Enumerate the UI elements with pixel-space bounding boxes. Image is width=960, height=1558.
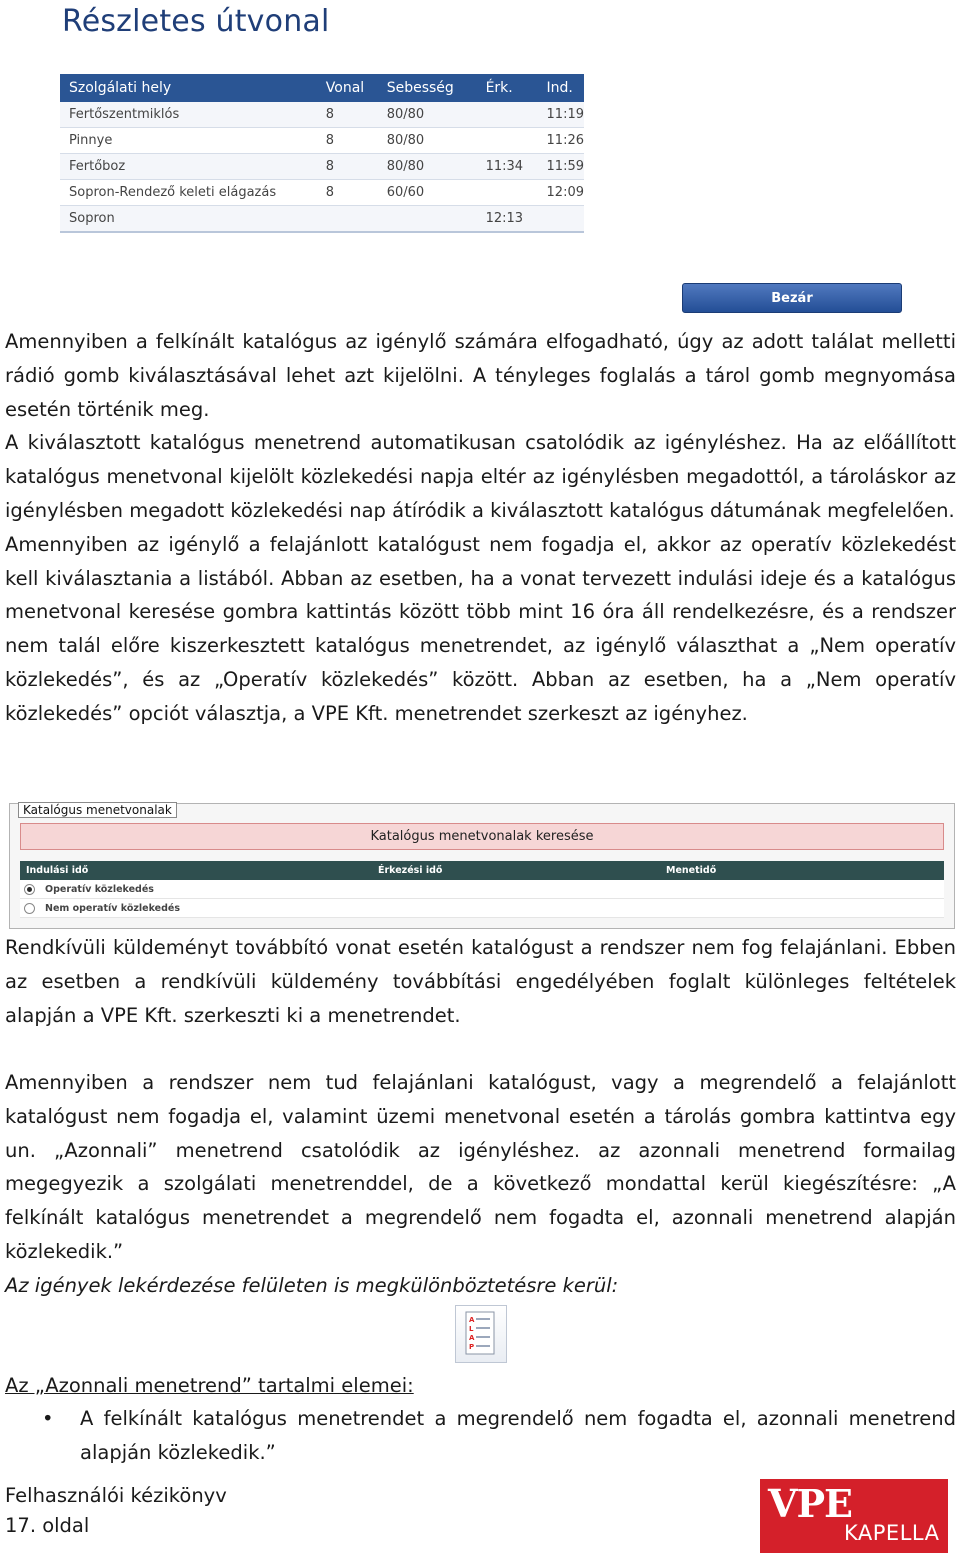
table-row xyxy=(60,180,584,206)
vpe-kapella-logo xyxy=(760,1479,948,1553)
text-block-1 xyxy=(5,325,956,731)
catalog-option xyxy=(20,880,944,899)
paragraph-immediate: Amennyiben a rendszer nem tud felajánlani katalógust, vagy a megrendelő a felajánlott katalógust nem fogadja el, valamint üzemi menetvonal esetén a tárolás gombra kattintva egy un. „Azonnali” menetrend csatolódik az igényléshez. az azonnali menetrend formailag megegyezik a szolgálati menetrenddel, de a következő mondattal kerül kiegészítésre: „A felkínált katalógus menetrendet a megrendelő nem fogadta el, azonnali menetrend alapján közlekedik.” xyxy=(5,1071,956,1263)
catalog-search-button[interactable]: Katalógus menetvonalak keresése xyxy=(20,823,944,850)
svg-text:A: A xyxy=(469,1316,475,1324)
catalog-row-operative[interactable] xyxy=(20,880,944,899)
route-cell xyxy=(538,206,584,233)
route-col-arrival: Érk. xyxy=(477,74,538,102)
route-cell: Fertőszentmiklós xyxy=(60,102,317,128)
text-block-3 xyxy=(5,1066,956,1303)
route-cell xyxy=(477,128,538,154)
svg-text:P: P xyxy=(469,1343,475,1351)
table-row xyxy=(60,128,584,154)
bullet-icon: • xyxy=(42,1407,54,1430)
option-label: Operatív közlekedés xyxy=(45,883,154,895)
paragraph-query-note: Az igények lekérdezése felületen is megkülönböztetésre kerül: xyxy=(5,1273,619,1297)
paragraph-operative: Amennyiben az igénylő a felajánlott katalógust nem fogadja el, akkor az operatív közlekedést kell kiválasztania a listából. Abban az esetben, ha a vonat tervezett indulási ideje és a katalógus menetvonal keresése gombra kattintás között több mint 16 óra áll rendelkezésre, és a rendszer nem talál előre kiszerkesztett katalógus menetrendet, az igénylő választhat a „Nem operatív közlekedés”, és az „Operatív közlekedés” között. Abban az esetben, ha a „Nem operatív közlekedés” opciót választja, a VPE Kft. menetrendet szerkeszt az igényhez. xyxy=(5,532,956,725)
catalog-panel xyxy=(9,803,955,929)
catalog-col-duration: Menetidő xyxy=(660,861,944,880)
route-cell xyxy=(317,206,378,233)
logo-vpe-text: VPE xyxy=(768,1481,853,1526)
catalog-legend: Katalógus menetvonalak xyxy=(18,802,177,818)
route-col-speed: Sebesség xyxy=(378,74,477,102)
svg-text:A: A xyxy=(469,1334,475,1342)
catalog-option xyxy=(20,899,944,918)
route-col-departure: Ind. xyxy=(538,74,584,102)
route-cell xyxy=(378,206,477,233)
route-cell: Sopron xyxy=(60,206,317,233)
route-cell: Pinnye xyxy=(60,128,317,154)
document-alap-icon xyxy=(455,1305,507,1363)
route-cell: 80/80 xyxy=(378,102,477,128)
route-cell: 8 xyxy=(317,154,378,180)
route-cell: 11:59 xyxy=(538,154,584,180)
option-label: Nem operatív közlekedés xyxy=(45,902,180,914)
paragraph-extraordinary: Rendkívüli küldeményt továbbító vonat esetén katalógust a rendszer nem fog felajánlani. Ebben az esetben a rendkívüli küldemény továbbítási engedélyében foglalt különleges feltételek alapján a VPE Kft. szerkeszti ki a menetrendet. xyxy=(5,936,956,1027)
azonnali-heading: Az „Azonnali menetrend” tartalmi elemei: xyxy=(5,1374,414,1397)
catalog-col-departure: Indulási idő xyxy=(20,861,372,880)
route-cell xyxy=(477,102,538,128)
route-cell: 11:19 xyxy=(538,102,584,128)
route-cell xyxy=(477,180,538,206)
route-cell: Fertőboz xyxy=(60,154,317,180)
route-cell: 11:26 xyxy=(538,128,584,154)
route-cell: 80/80 xyxy=(378,128,477,154)
route-header-row xyxy=(60,74,584,102)
route-col-place: Szolgálati hely xyxy=(60,74,317,102)
route-cell: 60/60 xyxy=(378,180,477,206)
route-cell: 12:13 xyxy=(477,206,538,233)
route-cell: 80/80 xyxy=(378,154,477,180)
footer xyxy=(5,1481,227,1541)
catalog-header-row xyxy=(20,861,944,880)
table-row xyxy=(60,102,584,128)
route-cell: 8 xyxy=(317,102,378,128)
catalog-table xyxy=(20,861,944,918)
route-cell: 11:34 xyxy=(477,154,538,180)
route-cell: Sopron-Rendező keleti elágazás xyxy=(60,180,317,206)
route-title: Részletes útvonal xyxy=(62,4,330,39)
footer-manual: Felhasználói kézikönyv xyxy=(5,1484,227,1507)
radio-operative[interactable] xyxy=(24,884,35,895)
route-cell: 8 xyxy=(317,180,378,206)
route-table xyxy=(60,74,584,233)
svg-text:L: L xyxy=(469,1325,474,1333)
logo-kapella-text: KAPELLA xyxy=(844,1521,940,1545)
table-row xyxy=(60,206,584,233)
paragraph-auto-attach: A kiválasztott katalógus menetrend automatikusan csatolódik az igényléshez. Ha az előállított katalógus menetvonal kijelölt közlekedési napja eltér az igénylésben megadottól, a tároláskor az igénylésben megadott közlekedési nap átíródik a kiválasztott katalógus dátumának megfelelően. xyxy=(5,431,956,522)
route-col-line: Vonal xyxy=(317,74,378,102)
catalog-row-non-operative[interactable] xyxy=(20,899,944,918)
azonnali-bullet: A felkínált katalógus menetrendet a megrendelő nem fogadta el, azonnali menetrend alapján közlekedik.” xyxy=(80,1407,956,1464)
text-block-2 xyxy=(5,931,956,1032)
table-row xyxy=(60,154,584,180)
footer-page-number: 17. oldal xyxy=(5,1514,90,1537)
close-button[interactable]: Bezár xyxy=(682,283,902,313)
route-cell: 12:09 xyxy=(538,180,584,206)
route-cell: 8 xyxy=(317,128,378,154)
paragraph-selection: Amennyiben a felkínált katalógus az igénylő számára elfogadható, úgy az adott találat melletti rádió gomb kiválasztásával lehet azt kijelölni. A tényleges foglalás a tárol gomb megnyomása esetén történik meg. xyxy=(5,330,956,421)
radio-non-operative[interactable] xyxy=(24,903,35,914)
catalog-col-arrival: Érkezési idő xyxy=(372,861,660,880)
